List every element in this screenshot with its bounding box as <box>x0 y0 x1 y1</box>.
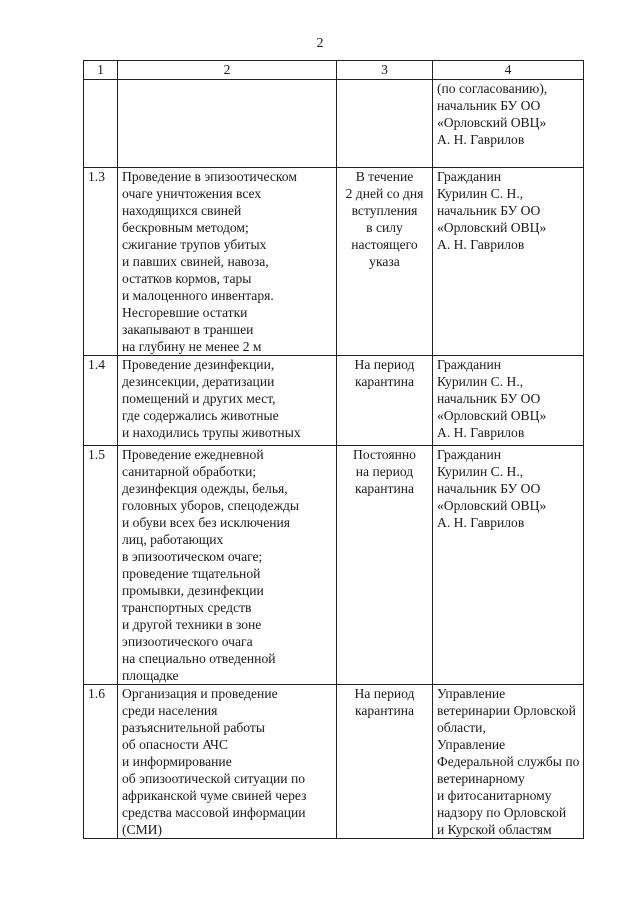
period-line: 2 дней со дня <box>345 186 424 201</box>
table-header-row <box>84 61 584 80</box>
table-row <box>84 446 584 685</box>
responsible-line: Гражданин <box>437 447 501 462</box>
table-row <box>84 685 584 839</box>
responsible-line: «Орловский ОВЦ» <box>437 115 547 130</box>
action-line: и малоценного инвентаря. <box>122 288 274 303</box>
period-line: Постоянно <box>353 447 416 462</box>
row-number <box>84 80 118 168</box>
period-cell <box>337 80 433 168</box>
table-row <box>84 168 584 356</box>
responsible-line: А. Н. Гаврилов <box>437 237 525 252</box>
row-number: 1.3 <box>84 168 118 356</box>
period-cell <box>337 168 433 356</box>
action-line: и находились трупы животных <box>122 425 301 440</box>
action-line: очаге уничтожения всех <box>122 186 262 201</box>
responsible-line: Курилин С. Н., <box>437 374 524 389</box>
action-line: дезинфекция одежды, белья, <box>122 481 288 496</box>
action-line: закапывают в траншеи <box>122 322 254 337</box>
action-line: лиц, работающих <box>122 532 224 547</box>
action-line: африканской чуме свиней через <box>122 788 307 803</box>
responsible-line: А. Н. Гаврилов <box>437 515 525 530</box>
action-line: и другой техники в зоне <box>122 617 262 632</box>
action-line: дезинсекции, дератизации <box>122 374 275 389</box>
table-row <box>84 356 584 446</box>
period-line: в силу <box>366 220 403 235</box>
responsible-line: (по согласованию), <box>437 81 548 96</box>
header-col-4: 4 <box>433 61 584 80</box>
responsible-line: Управление <box>437 737 506 752</box>
responsible-line: ветеринарному <box>437 771 525 786</box>
responsible-line: начальник БУ ОО <box>437 481 541 496</box>
action-line: площадке <box>122 668 179 683</box>
action-line: головных уборов, спецодежды <box>122 498 300 513</box>
action-line: и информирование <box>122 754 232 769</box>
action-cell <box>118 80 337 168</box>
responsible-line: А. Н. Гаврилов <box>437 425 525 440</box>
measures-table <box>83 60 584 839</box>
action-line: Проведение в эпизоотическом <box>122 169 297 184</box>
responsible-line: А. Н. Гаврилов <box>437 132 525 147</box>
period-cell <box>337 685 433 839</box>
action-line: помещений и других мест, <box>122 391 276 406</box>
action-line: и павших свиней, навоза, <box>122 254 269 269</box>
action-cell <box>118 446 337 685</box>
responsible-cell <box>433 446 584 685</box>
action-line: Проведение ежедневной <box>122 447 264 462</box>
responsible-line: «Орловский ОВЦ» <box>437 220 547 235</box>
row-number: 1.5 <box>84 446 118 685</box>
period-line: указа <box>369 254 400 269</box>
responsible-line: Гражданин <box>437 169 501 184</box>
action-cell <box>118 685 337 839</box>
header-col-1: 1 <box>84 61 118 80</box>
responsible-line: начальник БУ ОО <box>437 203 541 218</box>
period-line: карантина <box>354 481 415 496</box>
action-line: об опасности АЧС <box>122 737 228 752</box>
responsible-line: Гражданин <box>437 357 501 372</box>
action-line: где содержались животные <box>122 408 279 423</box>
responsible-line: Курилин С. Н., <box>437 464 524 479</box>
responsible-cell <box>433 80 584 168</box>
action-line: Проведение дезинфекции, <box>122 357 275 372</box>
action-line: на специально отведенной <box>122 651 276 666</box>
action-line: бескровным методом; <box>122 220 249 235</box>
period-line: вступления <box>351 203 418 218</box>
responsible-line: начальник БУ ОО <box>437 98 541 113</box>
action-line: эпизоотического очага <box>122 634 253 649</box>
action-line: разъяснительной работы <box>122 720 265 735</box>
period-line: На период <box>354 686 415 701</box>
action-line: среди населения <box>122 703 218 718</box>
responsible-line: и Курской областям <box>437 822 552 837</box>
responsible-cell <box>433 356 584 446</box>
action-line: об эпизоотической ситуации по <box>122 771 306 786</box>
page-number: 2 <box>316 36 324 51</box>
responsible-line: Курилин С. Н., <box>437 186 524 201</box>
responsible-line: Управление <box>437 686 506 701</box>
responsible-line: «Орловский ОВЦ» <box>437 498 547 513</box>
action-line: средства массовой информации <box>122 805 306 820</box>
responsible-line: начальник БУ ОО <box>437 391 541 406</box>
action-line: и обуви всех без исключения <box>122 515 291 530</box>
action-cell <box>118 356 337 446</box>
responsible-line: Федеральной службы по <box>437 754 580 769</box>
action-line: сжигание трупов убитых <box>122 237 267 252</box>
row-number: 1.6 <box>84 685 118 839</box>
period-line: На период <box>354 357 415 372</box>
action-line: остатков кормов, тары <box>122 271 252 286</box>
responsible-cell <box>433 168 584 356</box>
responsible-line: ветеринарии Орловской <box>437 703 576 718</box>
responsible-line: «Орловский ОВЦ» <box>437 408 547 423</box>
action-line: в эпизоотическом очаге; <box>122 549 263 564</box>
header-col-2: 2 <box>118 61 337 80</box>
action-line: на глубину не менее 2 м <box>122 339 262 354</box>
header-col-3: 3 <box>337 61 433 80</box>
action-line: транспортных средств <box>122 600 252 615</box>
action-cell <box>118 168 337 356</box>
action-line: промывки, дезинфекции <box>122 583 264 598</box>
action-line: проведение тщательной <box>122 566 261 581</box>
action-line: (СМИ) <box>122 822 163 837</box>
period-line: настоящего <box>351 237 418 252</box>
period-line: карантина <box>354 703 415 718</box>
period-line: В течение <box>355 169 414 184</box>
period-cell <box>337 356 433 446</box>
action-line: Организация и проведение <box>122 686 278 701</box>
responsible-line: надзору по Орловской <box>437 805 567 820</box>
action-line: санитарной обработки; <box>122 464 257 479</box>
period-line: на период <box>355 464 414 479</box>
responsible-cell <box>433 685 584 839</box>
action-line: Несгоревшие остатки <box>122 305 248 320</box>
responsible-line: и фитосанитарному <box>437 788 552 803</box>
responsible-line: области, <box>437 720 486 735</box>
period-line: карантина <box>354 374 415 389</box>
period-cell <box>337 446 433 685</box>
action-line: находящихся свиней <box>122 203 242 218</box>
table-row <box>84 80 584 168</box>
row-number: 1.4 <box>84 356 118 446</box>
